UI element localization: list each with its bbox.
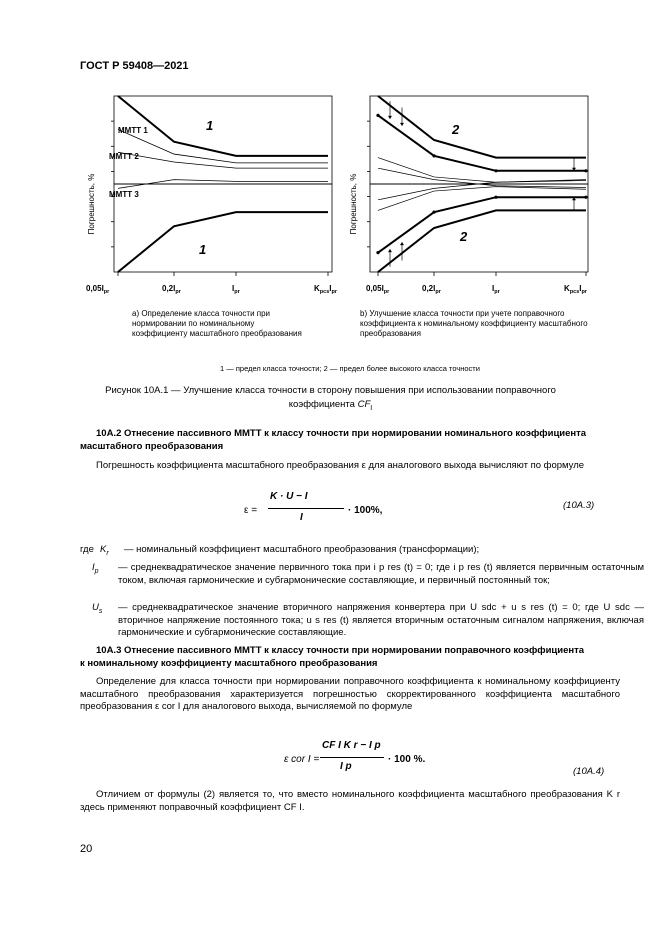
series-improved_upper (378, 115, 586, 170)
point-improved_lower-2 (494, 196, 497, 199)
arrowhead-3 (388, 249, 392, 252)
point-improved_upper-2 (494, 169, 497, 172)
chart-a-caption: а) Определение класса точности при нормировании по номинальному коэффициенту масштабного преобразования (132, 309, 302, 338)
chart-b-plot (367, 96, 588, 276)
chart-a-tick-2: $0,2I_{рг}$ (162, 284, 181, 295)
figure-caption-line1: Рисунок 10А.1 — Улучшение класса точности в сторону повышения при использовании поправочного (105, 385, 556, 396)
point-improved_lower-3 (584, 196, 587, 199)
chart-a-callout-1: 1 (206, 118, 214, 133)
formula-10a4-number: (10А.4) (573, 766, 605, 777)
series-limit_upper (118, 96, 328, 156)
figure-caption-line2: коэффициента $CF_I$ (288, 399, 373, 412)
section-10a2-para: Погрешность коэффициента масштабного преобразования ε для аналогового выхода вычисляют по формуле (96, 460, 585, 471)
chart-a-tick-4: $K_{рсs}I_{рг}$ (314, 284, 338, 295)
series-improved_lower (378, 197, 586, 252)
arrowhead-1 (388, 116, 392, 119)
figure-caption (60, 384, 601, 416)
chart-a-series-label-1: ММТТ 1 (118, 126, 148, 135)
document-header: ГОСТ Р 59408—2021 (80, 60, 189, 72)
chart-b-tick-4: $K_{рсs}I_{рг}$ (564, 284, 588, 295)
chart-b-caption: b) Улучшение класса точности при учете поправочного коэффициента к номинальному коэффициенту масштабного преобразования (360, 309, 588, 338)
chart-a-series-label-2: ММТТ 2 (109, 152, 139, 161)
inner-line-4 (378, 187, 586, 211)
chart-a-plot (111, 96, 332, 276)
section-10a3-title: 10А.3 Отнесение пассивного ММТТ к классу точности при нормировании поправочного коэффициента к номинальному коэффициенту масштабного преобразования (80, 645, 585, 669)
def-ip: $I_p$ — среднеквадратическое значение первичного тока при i p res (t) = 0; где i p res (t) является первичным остаточным током, включая гармонические и субгармонические составляющие, и первичный постоянный ток; (92, 562, 644, 586)
formula-10a3: ε = K · U − I I · 100%, (244, 491, 383, 523)
chart-b-tick-2: $0,2I_{рг}$ (422, 284, 441, 295)
chart-a (82, 88, 352, 320)
series-ммтт-2 (118, 152, 328, 168)
section-10a3-note: Отличием от формулы (2) является то, что вместо номинального коэффициента масштабного преобразования K r здесь применяют поправочный коэффициент CF I. (80, 789, 620, 813)
chart-a-tick-3: $I_{рг}$ (232, 284, 240, 295)
chart-b (346, 88, 608, 320)
series-limit_lower (378, 210, 586, 272)
chart-a-series-label-3: ММТТ 3 (109, 190, 139, 199)
point-improved_lower-1 (432, 211, 435, 214)
series-limit_upper (378, 96, 586, 158)
chart-a-callout-2: 1 (199, 242, 207, 257)
chart-b-ylabel: Погрешность, % (349, 173, 358, 235)
chart-b-callout-1: 2 (452, 122, 460, 137)
arrowhead-2 (400, 123, 404, 126)
point-improved_upper-1 (432, 154, 435, 157)
formula-10a3-number: (10А.3) (563, 500, 595, 511)
point-improved_upper-0 (376, 114, 379, 117)
point-improved_lower-0 (376, 251, 379, 254)
series-limit_lower (118, 212, 328, 272)
chart-a-tick-1: $0,05I_{рг}$ (86, 284, 110, 295)
def-kr: где $K_r$ — номинальный коэффициент масштабного преобразования (трансформации); (80, 544, 480, 557)
chart-b-tick-3: $I_{рг}$ (492, 284, 500, 295)
chart-b-callout-2: 2 (460, 229, 468, 244)
section-10a2-title: 10А.2 Отнесение пассивного ММТТ к классу точности при нормировании номинального коэффициента масштабного преобразования (80, 428, 587, 452)
chart-a-ylabel: Погрешность, % (87, 173, 96, 235)
page-number: 20 (80, 843, 93, 855)
section-10a3-para: Определение для класса точности при нормировании поправочного коэффициента к номинальному коэффициенту масштабного преобразования характеризуется погрешностью скорректированного коэффициента масштабного преобразования ε cor I для аналогового выхода, вычисляемой по формуле (80, 676, 620, 712)
arrowhead-4 (400, 242, 404, 245)
figure-legend: 1 — предел класса точности; 2 — предел более высокого класса точности (220, 364, 480, 373)
formula-10a4: ε cor I = CF I K r − I p I p · 100 %. (284, 740, 426, 772)
point-improved_upper-3 (584, 169, 587, 172)
chart-b-tick-1: $0,05I_{рг}$ (366, 284, 390, 295)
def-us: $U_s$ — среднеквадратическое значение вторичного напряжения конвертера при U sdc + u s res (t) = 0; где U sdc — вторичное напряжение постоянного тока; u s res (t) является вторичным остаточным сигналом напряжения, включая гармонические и субгармонические составляющие. (92, 602, 644, 638)
